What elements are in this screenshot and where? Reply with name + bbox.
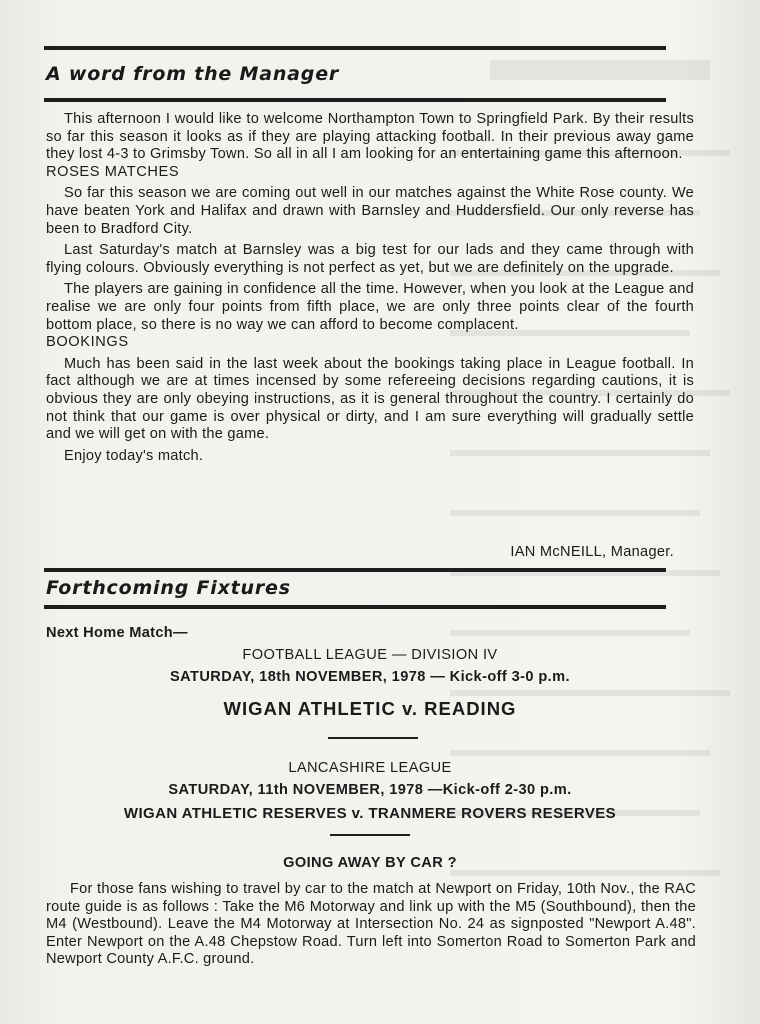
top-rule	[44, 46, 666, 50]
roses-paragraph-3: The players are gaining in confidence all the time. However, when you look at the League and realise we are only four points from fifth place, we are only three points clear of the fourth bottom place, so there is no way we can afford to become complacent.	[46, 281, 694, 333]
fixture-divider-1	[328, 737, 418, 739]
fixtures-heading-rule	[44, 605, 666, 609]
fixture-2-date: SATURDAY, 11th NOVEMBER, 1978 —Kick-off 2-30 p.m.	[168, 782, 572, 798]
closing-line: Enjoy today's match.	[64, 447, 204, 464]
manager-article	[46, 111, 694, 465]
next-home-label: Next Home Match—	[46, 625, 188, 641]
manager-heading-rule	[44, 98, 666, 102]
fixture-1-match: WIGAN ATHLETIC v. READING	[223, 698, 517, 719]
roses-paragraph-2: Last Saturday's match at Barnsley was a big test for our lads and they came through with flying colours. Obviously everything is not perfect as yet, but we are definitely on the upgrade.	[46, 242, 694, 276]
bookings-subheading: BOOKINGS	[46, 334, 129, 351]
fixture-1-league: FOOTBALL LEAGUE — DIVISION IV	[242, 647, 498, 663]
car-directions	[46, 881, 696, 969]
fixture-2-league: LANCASHIRE LEAGUE	[288, 760, 452, 776]
fixture-1-date: SATURDAY, 18th NOVEMBER, 1978 — Kick-off 3-0 p.m.	[170, 669, 570, 685]
fixture-divider-2	[330, 834, 410, 836]
fixture-2-match: WIGAN ATHLETIC RESERVES v. TRANMERE ROVERS RESERVES	[123, 805, 617, 822]
car-heading: GOING AWAY BY CAR ?	[283, 855, 457, 871]
fixtures-top-rule	[44, 568, 666, 572]
bookings-paragraph: Much has been said in the last week about the bookings taking place in League football. In fact although we are at times incensed by some refereeing decisions regarding cautions, it is obvious they are only obeying instructions, as it is general throughout the country. I certainly do not think that our game is over physical or dirty, and I am sure everything will gradually settle and we will get on with the game.	[46, 355, 694, 443]
manager-heading: A word from the Manager	[46, 63, 340, 85]
manager-signature: IAN McNEILL, Manager.	[510, 544, 674, 560]
roses-paragraph-1: So far this season we are coming out well in our matches against the White Rose county. We have beaten York and Halifax and drawn with Barnsley and Huddersfield. Our only reverse has been to Bradford City.	[46, 185, 694, 237]
car-directions-paragraph: For those fans wishing to travel by car to the match at Newport on Friday, 10th Nov., the RAC route guide is as follows : Take the M6 Motorway and link up with the M5 (Southbound), then the M4 (Westbound). Leave the M4 Motorway at Intersection No. 24 as signposted "Newport A.48". Enter Newport on the A.48 Chepstow Road. Turn left into Somerton Road to Somerton Park and Newport County A.F.C. ground.	[46, 881, 696, 968]
fixtures-heading: Forthcoming Fixtures	[46, 577, 291, 599]
intro-paragraph: This afternoon I would like to welcome Northampton Town to Springfield Park. By their results so far this season it looks as if they are playing attacking football. In their previous away game they lost 4-3 to Grimsby Town. So all in all I am looking for an entertaining game this afternoon.	[46, 111, 694, 163]
roses-subheading: ROSES MATCHES	[46, 163, 180, 180]
